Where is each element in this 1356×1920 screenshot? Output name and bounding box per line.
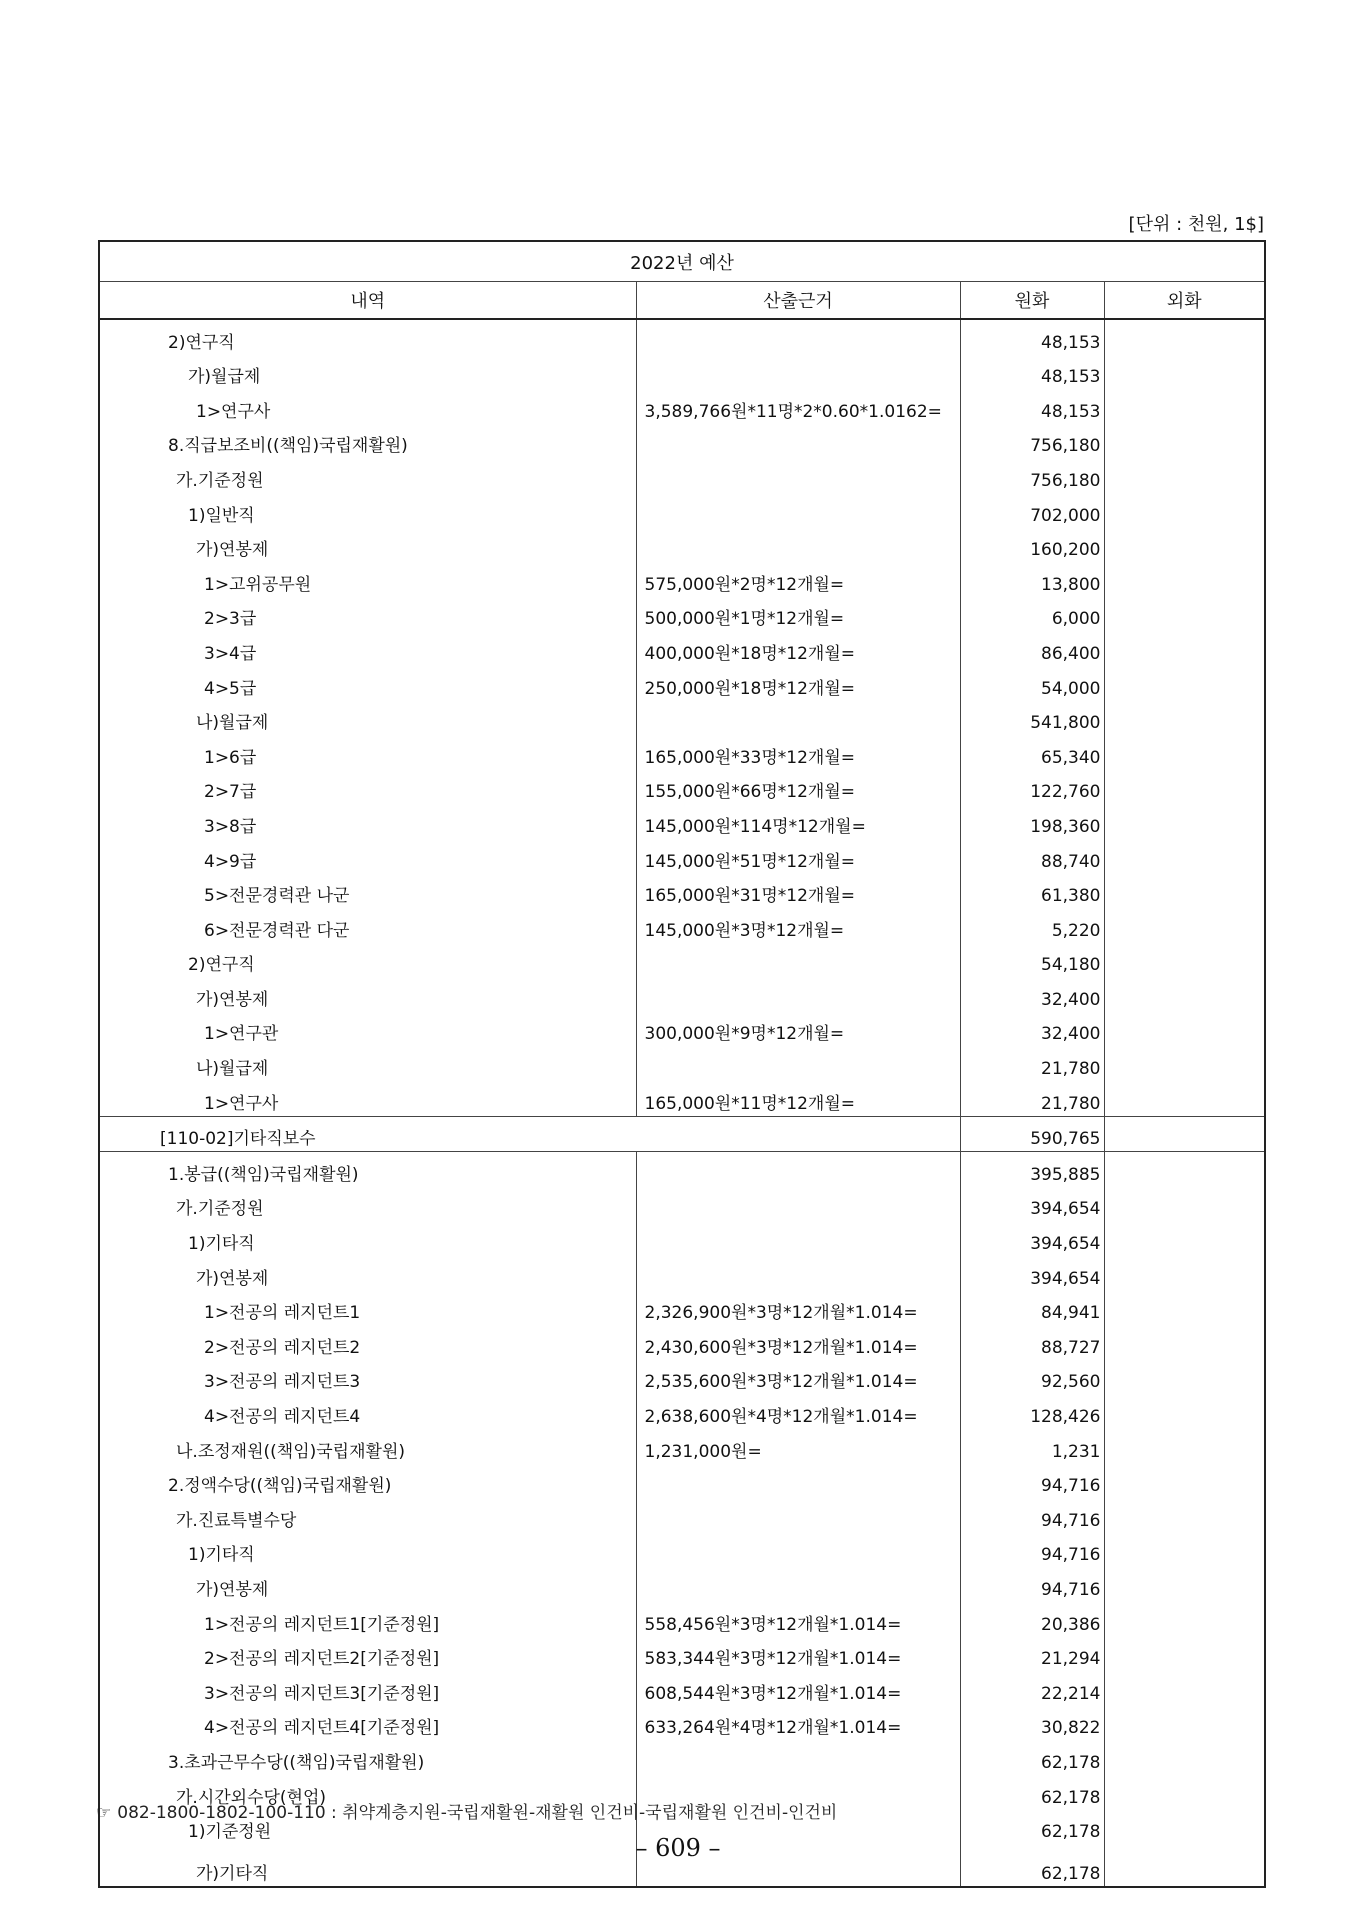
row-item: 2>전공의 레지던트2 xyxy=(99,1325,636,1360)
header-description: 내역 xyxy=(99,282,636,320)
row-item: 1)기타직 xyxy=(99,1533,636,1568)
table-row xyxy=(99,1187,1265,1222)
row-won: 21,294 xyxy=(960,1637,1104,1672)
row-item: 4>전공의 레지던트4 xyxy=(99,1394,636,1429)
row-foreign xyxy=(1104,770,1265,805)
row-foreign xyxy=(1104,1360,1265,1395)
pointing-hand-icon: ☞ xyxy=(96,1803,112,1823)
row-item: 4>9급 xyxy=(99,839,636,874)
row-won: 5,220 xyxy=(960,908,1104,943)
row-item: 1>전공의 레지던트1[기준정원] xyxy=(99,1602,636,1637)
row-won: 702,000 xyxy=(960,493,1104,528)
table-row xyxy=(99,1671,1265,1706)
row-item: 4>5급 xyxy=(99,666,636,701)
row-won: 92,560 xyxy=(960,1360,1104,1395)
row-item: 나)월급제 xyxy=(99,1046,636,1081)
row-item: 3>8급 xyxy=(99,804,636,839)
row-foreign xyxy=(1104,804,1265,839)
page-number: – 609 – xyxy=(635,1834,721,1862)
row-item: 1)기타직 xyxy=(99,1221,636,1256)
row-item: 가)연봉제 xyxy=(99,977,636,1012)
row-won: 54,000 xyxy=(960,666,1104,701)
row-basis: 1,231,000원= xyxy=(636,1429,960,1464)
row-basis: 558,456원*3명*12개월*1.014= xyxy=(636,1602,960,1637)
row-basis xyxy=(636,458,960,493)
row-basis xyxy=(636,1498,960,1533)
row-basis: 165,000원*11명*12개월= xyxy=(636,1081,960,1116)
row-won: 394,654 xyxy=(960,1187,1104,1222)
table-row xyxy=(99,1533,1265,1568)
row-foreign xyxy=(1104,666,1265,701)
row-won: 94,716 xyxy=(960,1464,1104,1499)
row-won: 394,654 xyxy=(960,1221,1104,1256)
row-basis: 145,000원*51명*12개월= xyxy=(636,839,960,874)
row-foreign xyxy=(1104,1464,1265,1499)
table-row xyxy=(99,389,1265,424)
table-row xyxy=(99,493,1265,528)
row-basis xyxy=(636,1567,960,1602)
row-won: 62,178 xyxy=(960,1775,1104,1810)
unit-label: [단위 : 천원, 1$] xyxy=(1128,214,1264,235)
table-row xyxy=(99,528,1265,563)
row-basis xyxy=(636,1046,960,1081)
row-item: 6>전문경력관 다군 xyxy=(99,908,636,943)
row-won: 30,822 xyxy=(960,1706,1104,1741)
row-item: 2)연구직 xyxy=(99,319,636,355)
row-basis: 145,000원*3명*12개월= xyxy=(636,908,960,943)
row-basis: 2,326,900원*3명*12개월*1.014= xyxy=(636,1291,960,1326)
row-item: 5>전문경력관 나군 xyxy=(99,874,636,909)
row-won: 94,716 xyxy=(960,1533,1104,1568)
row-won: 32,400 xyxy=(960,1012,1104,1047)
row-won: 13,800 xyxy=(960,562,1104,597)
table-row xyxy=(99,458,1265,493)
table-row xyxy=(99,1081,1265,1116)
table-row xyxy=(99,977,1265,1012)
row-won: 22,214 xyxy=(960,1671,1104,1706)
row-won: 48,153 xyxy=(960,319,1104,355)
row-item: 2>전공의 레지던트2[기준정원] xyxy=(99,1637,636,1672)
row-foreign xyxy=(1104,1291,1265,1326)
table-row xyxy=(99,908,1265,943)
row-basis xyxy=(636,1533,960,1568)
row-foreign xyxy=(1104,1602,1265,1637)
table-row xyxy=(99,1637,1265,1672)
table-row xyxy=(99,1498,1265,1533)
row-won: 61,380 xyxy=(960,874,1104,909)
row-basis: 608,544원*3명*12개월*1.014= xyxy=(636,1671,960,1706)
table-row xyxy=(99,1464,1265,1499)
row-basis: 400,000원*18명*12개월= xyxy=(636,631,960,666)
row-foreign xyxy=(1104,1221,1265,1256)
table-row xyxy=(99,804,1265,839)
table-row xyxy=(99,874,1265,909)
row-won: 62,178 xyxy=(960,1740,1104,1775)
row-foreign xyxy=(1104,874,1265,909)
row-basis: 2,535,600원*3명*12개월*1.014= xyxy=(636,1360,960,1395)
row-won: 395,885 xyxy=(960,1152,1104,1187)
header-won: 원화 xyxy=(960,282,1104,320)
table-row xyxy=(99,735,1265,770)
row-foreign xyxy=(1104,1394,1265,1429)
row-won: 394,654 xyxy=(960,1256,1104,1291)
table-row xyxy=(99,1602,1265,1637)
table-row xyxy=(99,1152,1265,1187)
row-foreign xyxy=(1104,528,1265,563)
table-row xyxy=(99,1429,1265,1464)
row-item: 가.기준정원 xyxy=(99,1187,636,1222)
row-won: 6,000 xyxy=(960,597,1104,632)
row-won: 94,716 xyxy=(960,1498,1104,1533)
row-item: 8.직급보조비((책임)국립재활원) xyxy=(99,424,636,459)
row-won: 20,386 xyxy=(960,1602,1104,1637)
row-won: 1,231 xyxy=(960,1429,1104,1464)
row-basis: 2,638,600원*4명*12개월*1.014= xyxy=(636,1394,960,1429)
row-basis xyxy=(636,424,960,459)
row-foreign xyxy=(1104,1567,1265,1602)
row-basis: 300,000원*9명*12개월= xyxy=(636,1012,960,1047)
table-row xyxy=(99,770,1265,805)
row-basis xyxy=(636,528,960,563)
row-item: 1>연구사 xyxy=(99,389,636,424)
row-basis: 3,589,766원*11명*2*0.60*1.0162= xyxy=(636,389,960,424)
row-item: 3>전공의 레지던트3 xyxy=(99,1360,636,1395)
row-basis xyxy=(636,355,960,390)
row-foreign xyxy=(1104,1081,1265,1116)
table-row xyxy=(99,631,1265,666)
table-row xyxy=(99,1325,1265,1360)
row-won: 21,780 xyxy=(960,1081,1104,1116)
row-item: 가.진료특별수당 xyxy=(99,1498,636,1533)
row-foreign xyxy=(1104,1256,1265,1291)
row-foreign xyxy=(1104,1429,1265,1464)
row-item: 2.정액수당((책임)국립재활원) xyxy=(99,1464,636,1499)
row-won: 88,740 xyxy=(960,839,1104,874)
row-foreign xyxy=(1104,1498,1265,1533)
row-basis xyxy=(636,943,960,978)
row-foreign xyxy=(1104,389,1265,424)
row-won: 21,780 xyxy=(960,1046,1104,1081)
row-won: 122,760 xyxy=(960,770,1104,805)
row-foreign xyxy=(1104,735,1265,770)
row-basis xyxy=(636,1187,960,1222)
row-foreign xyxy=(1104,943,1265,978)
row-item: [110-02]기타직보수 xyxy=(99,1116,960,1152)
row-basis xyxy=(636,977,960,1012)
row-foreign xyxy=(1104,424,1265,459)
row-basis xyxy=(636,1740,960,1775)
row-won: 62,178 xyxy=(960,1844,1104,1887)
row-basis xyxy=(636,1221,960,1256)
row-won: 62,178 xyxy=(960,1810,1104,1845)
row-foreign xyxy=(1104,1187,1265,1222)
row-foreign xyxy=(1104,839,1265,874)
row-item: 2)연구직 xyxy=(99,943,636,978)
table-row xyxy=(99,1291,1265,1326)
row-foreign xyxy=(1104,908,1265,943)
row-item: 3>4급 xyxy=(99,631,636,666)
table-row xyxy=(99,424,1265,459)
row-won: 541,800 xyxy=(960,701,1104,736)
row-foreign xyxy=(1104,1775,1265,1810)
row-foreign xyxy=(1104,1325,1265,1360)
row-foreign xyxy=(1104,562,1265,597)
row-item: 2>3급 xyxy=(99,597,636,632)
row-item: 1.봉급((책임)국립재활원) xyxy=(99,1152,636,1187)
row-basis: 250,000원*18명*12개월= xyxy=(636,666,960,701)
row-won: 86,400 xyxy=(960,631,1104,666)
row-basis: 165,000원*33명*12개월= xyxy=(636,735,960,770)
row-basis: 145,000원*114명*12개월= xyxy=(636,804,960,839)
table-row xyxy=(99,1256,1265,1291)
footer-code: 082-1800-1802-100-110 : 취약계층지원-국립재활원-재활원 인건비-국립재활원 인건비-인건비 xyxy=(117,1803,838,1823)
row-won: 198,360 xyxy=(960,804,1104,839)
table-row xyxy=(99,1116,1265,1152)
row-foreign xyxy=(1104,1637,1265,1672)
table-row xyxy=(99,597,1265,632)
row-item: 3.초과근무수당((책임)국립재활원) xyxy=(99,1740,636,1775)
row-won: 84,941 xyxy=(960,1291,1104,1326)
table-row xyxy=(99,562,1265,597)
row-won: 48,153 xyxy=(960,355,1104,390)
row-foreign xyxy=(1104,1046,1265,1081)
row-foreign xyxy=(1104,1671,1265,1706)
row-basis: 500,000원*1명*12개월= xyxy=(636,597,960,632)
row-won: 94,716 xyxy=(960,1567,1104,1602)
budget-table xyxy=(98,240,1266,1888)
row-foreign xyxy=(1104,1740,1265,1775)
table-row xyxy=(99,1046,1265,1081)
row-item: 4>전공의 레지던트4[기준정원] xyxy=(99,1706,636,1741)
row-item: 1>연구관 xyxy=(99,1012,636,1047)
row-basis: 2,430,600원*3명*12개월*1.014= xyxy=(636,1325,960,1360)
row-foreign xyxy=(1104,1152,1265,1187)
row-foreign xyxy=(1104,631,1265,666)
table-row xyxy=(99,1221,1265,1256)
table-row xyxy=(99,943,1265,978)
row-item: 가)기타직 xyxy=(99,1844,636,1887)
table-row xyxy=(99,701,1265,736)
row-won: 65,340 xyxy=(960,735,1104,770)
row-won: 32,400 xyxy=(960,977,1104,1012)
row-foreign xyxy=(1104,1706,1265,1741)
header-foreign: 외화 xyxy=(1104,282,1265,320)
table-row xyxy=(99,1360,1265,1395)
row-item: 2>7급 xyxy=(99,770,636,805)
row-foreign xyxy=(1104,701,1265,736)
row-foreign xyxy=(1104,1012,1265,1047)
row-basis xyxy=(636,1152,960,1187)
row-foreign xyxy=(1104,319,1265,355)
row-won: 54,180 xyxy=(960,943,1104,978)
header-basis: 산출근거 xyxy=(636,282,960,320)
row-won: 128,426 xyxy=(960,1394,1104,1429)
table-row xyxy=(99,666,1265,701)
row-basis xyxy=(636,1256,960,1291)
table-row xyxy=(99,319,1265,355)
table-title: 2022년 예산 xyxy=(99,241,1265,282)
row-won: 88,727 xyxy=(960,1325,1104,1360)
row-item: 가.시간외수당(현업) xyxy=(99,1775,636,1810)
table-row xyxy=(99,355,1265,390)
row-item: 가)월급제 xyxy=(99,355,636,390)
row-foreign xyxy=(1104,977,1265,1012)
row-basis xyxy=(636,1464,960,1499)
table-row xyxy=(99,1567,1265,1602)
row-item: 1>연구사 xyxy=(99,1081,636,1116)
row-basis xyxy=(636,493,960,528)
row-foreign xyxy=(1104,1533,1265,1568)
row-item: 나.조정재원((책임)국립재활원) xyxy=(99,1429,636,1464)
row-foreign xyxy=(1104,355,1265,390)
row-item: 가)연봉제 xyxy=(99,528,636,563)
row-item: 가)연봉제 xyxy=(99,1256,636,1291)
row-foreign xyxy=(1104,1116,1265,1152)
row-foreign xyxy=(1104,597,1265,632)
row-basis: 165,000원*31명*12개월= xyxy=(636,874,960,909)
table-row xyxy=(99,1394,1265,1429)
table-row xyxy=(99,1012,1265,1047)
row-won: 590,765 xyxy=(960,1116,1104,1152)
row-item: 나)월급제 xyxy=(99,701,636,736)
row-item: 1)기준정원 xyxy=(99,1810,636,1845)
row-basis xyxy=(636,701,960,736)
row-item: 1)일반직 xyxy=(99,493,636,528)
row-basis: 633,264원*4명*12개월*1.014= xyxy=(636,1706,960,1741)
row-foreign xyxy=(1104,458,1265,493)
row-won: 160,200 xyxy=(960,528,1104,563)
row-basis xyxy=(636,319,960,355)
row-item: 1>6급 xyxy=(99,735,636,770)
row-won: 756,180 xyxy=(960,458,1104,493)
table-row xyxy=(99,839,1265,874)
footer-note xyxy=(96,1798,837,1823)
row-item: 가.기준정원 xyxy=(99,458,636,493)
row-basis: 575,000원*2명*12개월= xyxy=(636,562,960,597)
row-item: 가)연봉제 xyxy=(99,1567,636,1602)
row-basis: 155,000원*66명*12개월= xyxy=(636,770,960,805)
row-won: 756,180 xyxy=(960,424,1104,459)
table-row xyxy=(99,1740,1265,1775)
table-row xyxy=(99,1706,1265,1741)
row-item: 3>전공의 레지던트3[기준정원] xyxy=(99,1671,636,1706)
row-basis: 583,344원*3명*12개월*1.014= xyxy=(636,1637,960,1672)
row-item: 1>고위공무원 xyxy=(99,562,636,597)
row-foreign xyxy=(1104,493,1265,528)
row-item: 1>전공의 레지던트1 xyxy=(99,1291,636,1326)
row-won: 48,153 xyxy=(960,389,1104,424)
